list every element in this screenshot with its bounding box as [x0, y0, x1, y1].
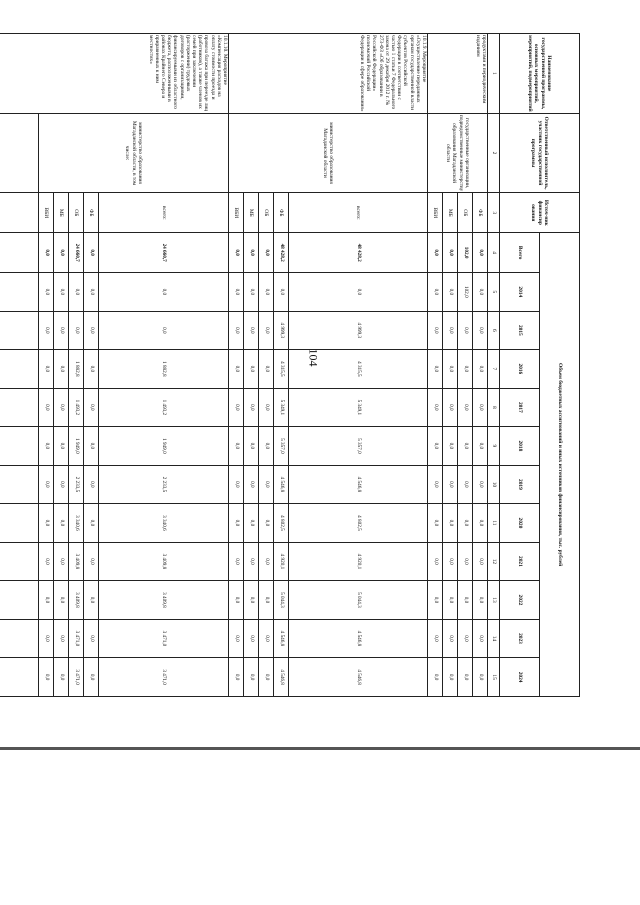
- year-value-cell: [0, 427, 39, 466]
- year-value-cell: 0,0: [54, 427, 69, 466]
- year-value-cell: 0,0: [84, 542, 99, 581]
- column-number: 5: [488, 273, 500, 312]
- year-value-cell: 1 949,0: [99, 427, 229, 466]
- year-value-cell: 0,0: [244, 427, 259, 466]
- year-value-cell: 0,0: [428, 427, 443, 466]
- year-value-cell: 0,0: [229, 658, 244, 697]
- page-divider: [0, 747, 640, 750]
- source-cell: ОБ: [458, 193, 473, 233]
- year-value-cell: 0,0: [54, 581, 69, 620]
- column-number: 7: [488, 350, 500, 389]
- table-row: [99, 34, 229, 697]
- year-value-cell: 0,0: [39, 581, 54, 620]
- year-value-cell: 3 471,0: [99, 658, 229, 697]
- year-value-cell: 4 315,5: [274, 350, 289, 389]
- year-value-cell: 3 409,8: [99, 542, 229, 581]
- total-cell: 48 428,2: [289, 233, 428, 273]
- year-value-cell: 0,0: [428, 542, 443, 581]
- year-value-cell: 0,0: [458, 619, 473, 658]
- year-value-cell: 4 999,3: [289, 311, 428, 350]
- funding-table: [0, 33, 580, 697]
- source-cell: ВБИ: [39, 193, 54, 233]
- year-value-cell: 1 493,2: [99, 388, 229, 427]
- header-year: 2016: [500, 350, 540, 389]
- table-row: [473, 34, 488, 697]
- year-value-cell: 0,0: [39, 542, 54, 581]
- total-cell: 0,0: [259, 233, 274, 273]
- year-value-cell: [0, 619, 39, 658]
- year-value-cell: 0,0: [229, 273, 244, 312]
- year-value-cell: [0, 504, 39, 543]
- year-value-cell: 0,0: [428, 465, 443, 504]
- measure-name: 10.1.10. Мероприятие «Компенсация расходов на оплату стоимости проезда и провоза багажа при переезде лиц (работников), а также членов их семей при заключении (расторжении) трудовых договоров с организациями, финансируемыми из областного бюджета, расположенными в районах Крайнего Севера и приравненных к ним местностях»: [0, 34, 229, 114]
- column-number: 9: [488, 427, 500, 466]
- year-value-cell: 0,0: [473, 658, 488, 697]
- source-cell: МБ: [244, 193, 259, 233]
- year-value-cell: 0,0: [473, 619, 488, 658]
- year-value-cell: 0,0: [458, 542, 473, 581]
- total-cell: 24 660,7: [69, 233, 84, 273]
- year-value-cell: 0,0: [473, 504, 488, 543]
- year-value-cell: 0,0: [229, 427, 244, 466]
- header-year: 2024: [500, 658, 540, 697]
- column-number: 2: [488, 113, 500, 193]
- year-value-cell: 0,0: [473, 350, 488, 389]
- year-value-cell: 1 493,2: [69, 388, 84, 427]
- total-cell: 0,0: [84, 233, 99, 273]
- source-cell: ВБИ: [229, 193, 244, 233]
- column-number: 12: [488, 542, 500, 581]
- total-cell: 0,0: [54, 233, 69, 273]
- year-value-cell: 0,0: [99, 273, 229, 312]
- year-value-cell: 0,0: [39, 504, 54, 543]
- source-cell: ФБ: [84, 193, 99, 233]
- year-value-cell: 0,0: [229, 619, 244, 658]
- year-value-cell: 3 471,0: [69, 619, 84, 658]
- year-value-cell: 4 546,8: [289, 658, 428, 697]
- total-cell: 0,0: [443, 233, 458, 273]
- year-value-cell: 4 920,1: [289, 542, 428, 581]
- year-value-cell: 0,0: [54, 504, 69, 543]
- year-value-cell: 0,0: [39, 350, 54, 389]
- year-value-cell: 0,0: [244, 465, 259, 504]
- year-value-cell: 3 409,8: [69, 542, 84, 581]
- year-value-cell: 0,0: [458, 388, 473, 427]
- year-value-cell: 0,0: [428, 388, 443, 427]
- year-value-cell: 2 233,5: [99, 465, 229, 504]
- year-value-cell: 3 471,0: [69, 658, 84, 697]
- executor-cell: государственные организации, подведомственные министерству образования Магаданской области: [428, 113, 488, 193]
- year-value-cell: 0,0: [244, 619, 259, 658]
- column-number: 10: [488, 465, 500, 504]
- year-value-cell: 4 546,8: [274, 619, 289, 658]
- year-value-cell: 0,0: [259, 465, 274, 504]
- year-value-cell: 0,0: [259, 427, 274, 466]
- column-number: 14: [488, 619, 500, 658]
- source-cell: ОБ: [69, 193, 84, 233]
- column-number: 15: [488, 658, 500, 697]
- year-value-cell: 0,0: [244, 388, 259, 427]
- year-value-cell: [0, 350, 39, 389]
- year-value-cell: 0,0: [259, 658, 274, 697]
- column-number: 1: [488, 34, 500, 114]
- year-value-cell: 4 546,8: [274, 658, 289, 697]
- year-value-cell: 4 802,5: [289, 504, 428, 543]
- column-number: 13: [488, 581, 500, 620]
- year-value-cell: 0,0: [244, 350, 259, 389]
- year-value-cell: 2 233,5: [69, 465, 84, 504]
- source-cell: [0, 193, 39, 233]
- year-value-cell: 0,0: [84, 427, 99, 466]
- total-cell: 0,0: [39, 233, 54, 273]
- year-value-cell: 0,0: [244, 504, 259, 543]
- year-value-cell: 5 044,3: [274, 581, 289, 620]
- year-value-cell: 0,0: [443, 273, 458, 312]
- measure-name: продуктами и периодическим изданиям: [428, 34, 488, 114]
- year-value-cell: 4 546,8: [289, 465, 428, 504]
- year-value-cell: 5 357,0: [289, 427, 428, 466]
- header-year: 2023: [500, 619, 540, 658]
- year-value-cell: 0,0: [84, 619, 99, 658]
- header-year: 2015: [500, 311, 540, 350]
- year-value-cell: 3 409,8: [99, 581, 229, 620]
- year-value-cell: 0,0: [84, 465, 99, 504]
- year-value-cell: 5 357,0: [274, 427, 289, 466]
- year-value-cell: [0, 658, 39, 697]
- year-value-cell: 0,0: [458, 504, 473, 543]
- table-body: [0, 34, 488, 697]
- header-year: 2018: [500, 427, 540, 466]
- year-value-cell: 0,0: [244, 658, 259, 697]
- header-funding-group: Объем бюджетных ассигнований и иных источников финансирования, тыс. рублей: [540, 233, 580, 697]
- year-value-cell: 0,0: [244, 273, 259, 312]
- year-value-cell: 0,0: [54, 311, 69, 350]
- executor-cell: министерство образования Магаданской области: [229, 113, 428, 193]
- year-value-cell: [0, 311, 39, 350]
- total-cell: [0, 233, 39, 273]
- source-cell: всего:: [99, 193, 229, 233]
- year-value-cell: 0,0: [229, 311, 244, 350]
- year-value-cell: 0,0: [69, 273, 84, 312]
- year-value-cell: 0,0: [443, 388, 458, 427]
- header-total: Всего: [500, 233, 540, 273]
- year-value-cell: 0,0: [428, 619, 443, 658]
- year-value-cell: 0,0: [84, 581, 99, 620]
- year-value-cell: 0,0: [229, 542, 244, 581]
- year-value-cell: 0,0: [54, 388, 69, 427]
- year-value-cell: 0,0: [458, 465, 473, 504]
- year-value-cell: 1 882,8: [69, 350, 84, 389]
- year-value-cell: [0, 581, 39, 620]
- year-value-cell: [0, 542, 39, 581]
- year-value-cell: 0,0: [443, 311, 458, 350]
- total-cell: 0,0: [473, 233, 488, 273]
- year-value-cell: 0,0: [473, 542, 488, 581]
- header-year: 2014: [500, 273, 540, 312]
- year-value-cell: 0,0: [84, 388, 99, 427]
- column-number: 6: [488, 311, 500, 350]
- total-cell: 24 660,7: [99, 233, 229, 273]
- column-number: 3: [488, 193, 500, 233]
- year-value-cell: 0,0: [443, 581, 458, 620]
- year-value-cell: 0,0: [39, 619, 54, 658]
- year-value-cell: 0,0: [443, 619, 458, 658]
- year-value-cell: 3 471,0: [99, 619, 229, 658]
- header-executor: Ответственный исполнитель, участник государственной программы: [500, 113, 580, 193]
- year-value-cell: 3 340,6: [99, 504, 229, 543]
- year-value-cell: 0,0: [473, 581, 488, 620]
- year-value-cell: 0,0: [443, 658, 458, 697]
- year-value-cell: 0,0: [39, 311, 54, 350]
- year-value-cell: [0, 388, 39, 427]
- year-value-cell: 0,0: [54, 542, 69, 581]
- year-value-cell: 0,0: [259, 619, 274, 658]
- year-value-cell: 5 349,1: [274, 388, 289, 427]
- year-value-cell: 0,0: [274, 273, 289, 312]
- table-row: [0, 34, 39, 697]
- year-value-cell: 0,0: [99, 311, 229, 350]
- year-value-cell: 0,0: [244, 542, 259, 581]
- year-value-cell: 0,0: [39, 388, 54, 427]
- year-value-cell: 0,0: [84, 504, 99, 543]
- year-value-cell: 0,0: [473, 273, 488, 312]
- measure-name: 10.1.9. Мероприятие «Осуществление переданных органам государственной власти субъектов Российской Федерации в соответствии с частью 1 статьи 7 Федерального закона от 29 декабря 2012 г. № 273-ФЗ «Об образовании в Российской Федерации» полномочий Российской Федерации в сфере образования»: [229, 34, 428, 114]
- header-year: 2021: [500, 542, 540, 581]
- year-value-cell: 0,0: [458, 350, 473, 389]
- year-value-cell: 0,0: [229, 388, 244, 427]
- table-row: [289, 34, 428, 697]
- year-value-cell: 0,0: [458, 311, 473, 350]
- year-value-cell: 0,0: [428, 658, 443, 697]
- source-cell: ВБИ: [428, 193, 443, 233]
- table-wrapper: [43, 33, 580, 697]
- source-cell: ФБ: [473, 193, 488, 233]
- year-value-cell: 0,0: [289, 273, 428, 312]
- year-value-cell: 0,0: [229, 504, 244, 543]
- year-value-cell: 5 349,1: [289, 388, 428, 427]
- year-value-cell: 3 409,8: [69, 581, 84, 620]
- header-year: 2017: [500, 388, 540, 427]
- column-number: 4: [488, 233, 500, 273]
- executor-cell: министерство образования Магаданской области, в том числе:: [39, 113, 229, 193]
- year-value-cell: 0,0: [259, 311, 274, 350]
- year-value-cell: 0,0: [443, 542, 458, 581]
- year-value-cell: 1 949,0: [69, 427, 84, 466]
- year-value-cell: 0,0: [229, 350, 244, 389]
- year-value-cell: 0,0: [473, 465, 488, 504]
- year-value-cell: 0,0: [54, 273, 69, 312]
- column-number: 8: [488, 388, 500, 427]
- column-number-row: [488, 34, 500, 697]
- year-value-cell: 0,0: [259, 542, 274, 581]
- header-year: 2022: [500, 581, 540, 620]
- year-value-cell: 4 999,3: [274, 311, 289, 350]
- year-value-cell: 0,0: [54, 465, 69, 504]
- year-value-cell: 0,0: [428, 504, 443, 543]
- year-value-cell: 0,0: [428, 350, 443, 389]
- column-number: 11: [488, 504, 500, 543]
- year-value-cell: 3 340,6: [69, 504, 84, 543]
- year-value-cell: 0,0: [259, 581, 274, 620]
- year-value-cell: 0,0: [473, 388, 488, 427]
- year-value-cell: 0,0: [39, 465, 54, 504]
- year-value-cell: 0,0: [84, 658, 99, 697]
- year-value-cell: 0,0: [39, 658, 54, 697]
- year-value-cell: 0,0: [458, 427, 473, 466]
- year-value-cell: 0,0: [428, 581, 443, 620]
- year-value-cell: 0,0: [229, 581, 244, 620]
- year-value-cell: 0,0: [443, 427, 458, 466]
- year-value-cell: 0,0: [259, 504, 274, 543]
- executor-cell: [0, 113, 39, 193]
- year-value-cell: 0,0: [229, 465, 244, 504]
- year-value-cell: 0,0: [84, 311, 99, 350]
- source-cell: всего:: [289, 193, 428, 233]
- header-year: 2020: [500, 504, 540, 543]
- year-value-cell: 5 044,3: [289, 581, 428, 620]
- total-cell: 0,0: [244, 233, 259, 273]
- year-value-cell: 4 315,5: [289, 350, 428, 389]
- year-value-cell: 0,0: [428, 273, 443, 312]
- year-value-cell: 0,0: [428, 311, 443, 350]
- year-value-cell: 0,0: [443, 350, 458, 389]
- year-value-cell: 0,0: [458, 581, 473, 620]
- page-number: 104: [306, 348, 321, 367]
- year-value-cell: 0,0: [259, 388, 274, 427]
- year-value-cell: 0,0: [244, 311, 259, 350]
- header-source: Источ-ник финансир ования: [500, 193, 580, 233]
- year-value-cell: 1 882,8: [99, 350, 229, 389]
- year-value-cell: 4 802,5: [274, 504, 289, 543]
- year-value-cell: 0,0: [473, 427, 488, 466]
- year-value-cell: 0,0: [54, 619, 69, 658]
- year-value-cell: 102,0: [458, 273, 473, 312]
- header-name: Наименование государственной программы, основных мероприятий, мероприятий, подмероприятий: [500, 34, 580, 114]
- year-value-cell: 0,0: [84, 273, 99, 312]
- year-value-cell: 4 920,1: [274, 542, 289, 581]
- year-value-cell: 0,0: [84, 350, 99, 389]
- year-value-cell: [0, 465, 39, 504]
- year-value-cell: 0,0: [54, 658, 69, 697]
- source-cell: ФБ: [274, 193, 289, 233]
- year-value-cell: [0, 273, 39, 312]
- total-cell: 102,0: [458, 233, 473, 273]
- year-value-cell: 0,0: [259, 273, 274, 312]
- year-value-cell: 0,0: [443, 504, 458, 543]
- header-year: 2019: [500, 465, 540, 504]
- year-value-cell: 0,0: [69, 311, 84, 350]
- year-value-cell: 0,0: [244, 581, 259, 620]
- source-cell: ОБ: [259, 193, 274, 233]
- year-value-cell: 0,0: [39, 427, 54, 466]
- total-cell: 48 428,2: [274, 233, 289, 273]
- year-value-cell: 0,0: [54, 350, 69, 389]
- year-value-cell: 0,0: [458, 658, 473, 697]
- source-cell: МБ: [54, 193, 69, 233]
- year-value-cell: 0,0: [39, 273, 54, 312]
- year-value-cell: 0,0: [259, 350, 274, 389]
- year-value-cell: 0,0: [473, 311, 488, 350]
- year-value-cell: 0,0: [443, 465, 458, 504]
- total-cell: 0,0: [428, 233, 443, 273]
- year-value-cell: 4 546,8: [274, 465, 289, 504]
- source-cell: МБ: [443, 193, 458, 233]
- total-cell: 0,0: [229, 233, 244, 273]
- year-value-cell: 4 546,8: [289, 619, 428, 658]
